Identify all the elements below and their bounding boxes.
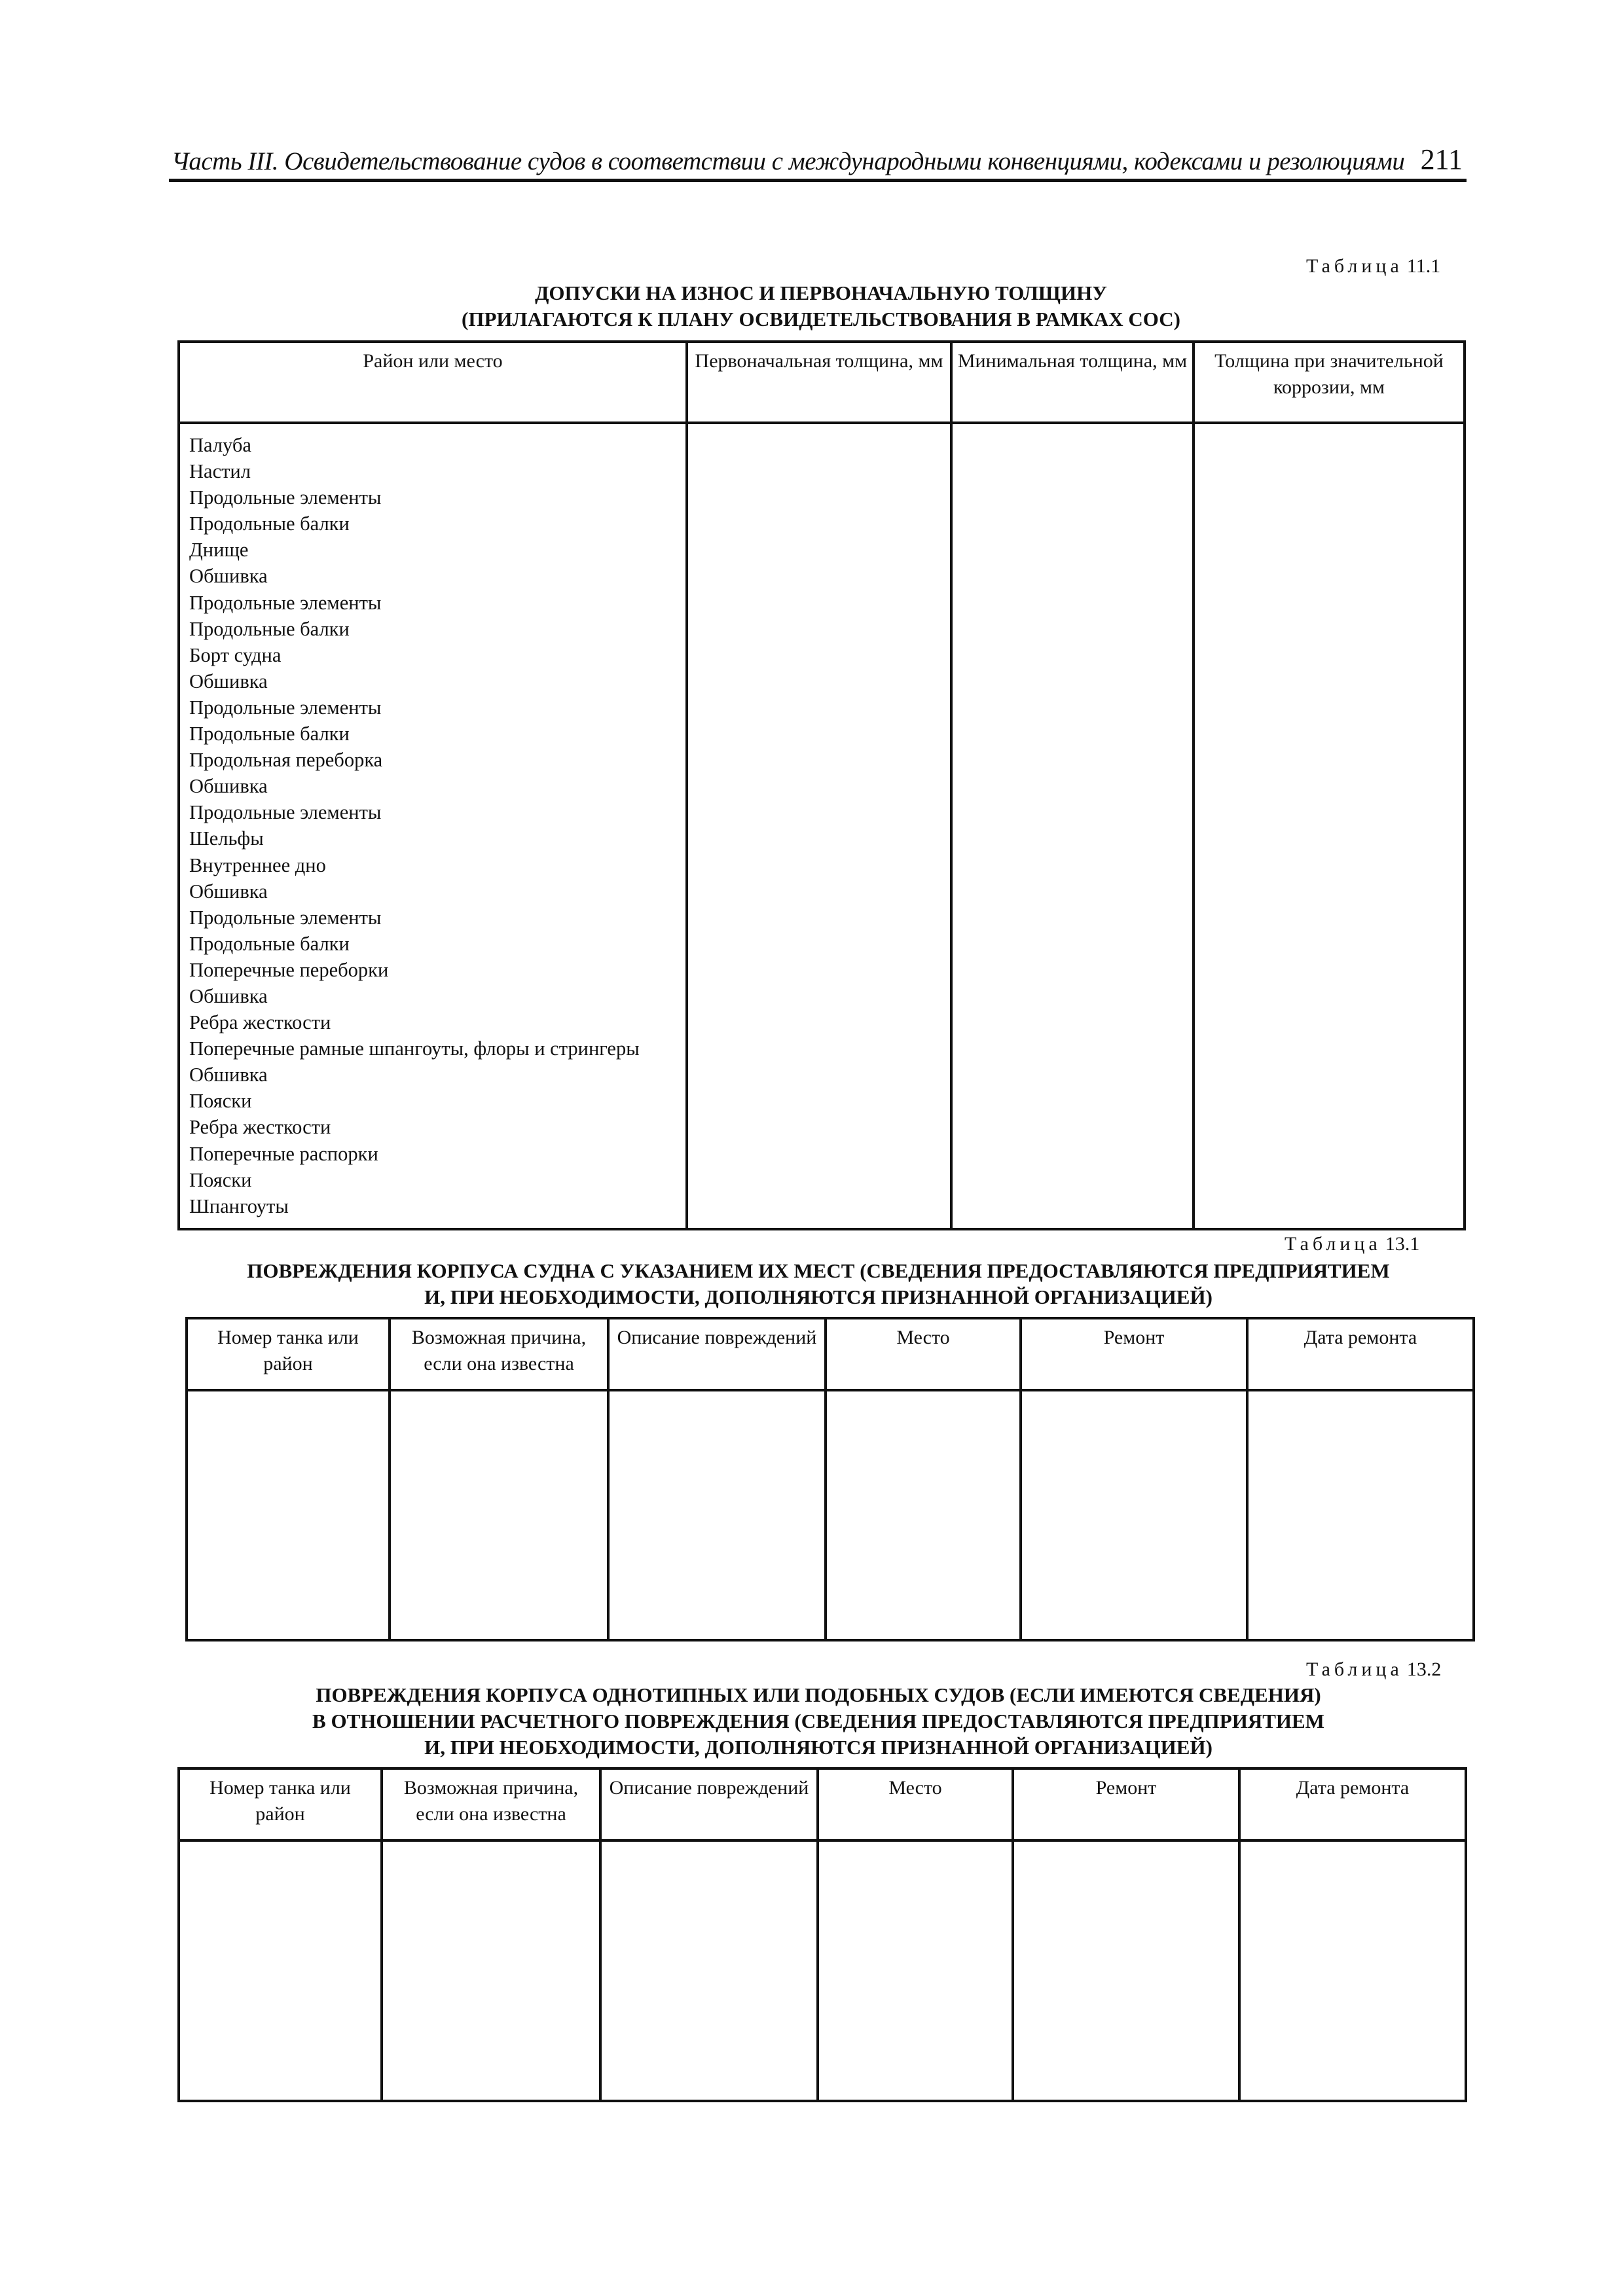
empty-cell [390, 1390, 608, 1640]
empty-cell [951, 423, 1194, 1229]
list-item: Поперечные рамные шпангоуты, флоры и стрингеры [189, 1037, 640, 1060]
empty-cell [382, 1840, 600, 2101]
list-item: Поперечные переборки [189, 958, 389, 981]
table-13-2-title-line-1: ПОВРЕЖДЕНИЯ КОРПУСА ОДНОТИПНЫХ ИЛИ ПОДОБНЫХ СУДОВ (ЕСЛИ ИМЕЮТСЯ СВЕДЕНИЯ) [316, 1683, 1321, 1706]
running-header [169, 143, 1467, 182]
empty-cell [818, 1840, 1013, 2101]
table-13-2-label: Таблица 13.2 [1306, 1659, 1442, 1680]
list-item: Обшивка [189, 565, 268, 588]
list-item: Продольные элементы [189, 906, 382, 929]
empty-cell [1194, 423, 1465, 1229]
list-item: Внутреннее дно [189, 853, 326, 876]
column-header: Возможная причина, если она известна [382, 1768, 600, 1840]
page-number: 211 [1420, 143, 1463, 175]
list-item: Пояски [189, 1090, 252, 1113]
list-item: Обшивка [189, 880, 268, 903]
empty-cell [1013, 1840, 1239, 2101]
column-header: Описание повреждений [608, 1318, 826, 1390]
column-header: Место [818, 1768, 1013, 1840]
list-item: Продольные элементы [189, 486, 382, 509]
column-header: Первоначальная толщина, мм [687, 342, 951, 423]
table-13-1 [185, 1317, 1475, 1641]
column-header: Ремонт [1013, 1768, 1239, 1840]
column-header: Место [826, 1318, 1021, 1390]
table-11-1-header-row [179, 342, 1465, 423]
list-item: Продольные элементы [189, 696, 382, 719]
list-item: Продольные элементы [189, 591, 382, 614]
empty-cell [1021, 1390, 1247, 1640]
list-item: Обшивка [189, 1064, 268, 1086]
list-item: Настил [189, 460, 251, 483]
table-13-2-title [131, 1682, 1506, 1761]
list-item: Продольные балки [189, 617, 350, 640]
column-header: Дата ремонта [1247, 1318, 1474, 1390]
column-header: Номер танка или район [179, 1768, 382, 1840]
column-header: Дата ремонта [1239, 1768, 1466, 1840]
list-item: Борт судна [189, 643, 282, 666]
list-item: Обшивка [189, 775, 268, 798]
empty-cell [179, 1840, 382, 2101]
list-item: Днище [189, 539, 249, 562]
list-item: Поперечные распорки [189, 1142, 378, 1165]
table-13-2-body-row [179, 1840, 1466, 2101]
list-item: Обшивка [189, 670, 268, 692]
list-item: Пояски [189, 1168, 252, 1191]
table-13-1-header-row [187, 1318, 1474, 1390]
table-13-1-title-line-1: ПОВРЕЖДЕНИЯ КОРПУСА СУДНА С УКАЗАНИЕМ ИХ МЕСТ (СВЕДЕНИЯ ПРЕДОСТАВЛЯЮТСЯ ПРЕДПРИЯТИЕМ [247, 1259, 1390, 1282]
column-header: Толщина при значительной коррозии, мм [1194, 342, 1465, 423]
list-item: Продольные балки [189, 512, 350, 535]
list-item: Продольные балки [189, 932, 350, 955]
list-item: Обшивка [189, 984, 268, 1007]
table-13-2 [177, 1767, 1467, 2102]
table-13-2-header-row [179, 1768, 1466, 1840]
table-13-2-title-line-2: В ОТНОШЕНИИ РАСЧЕТНОГО ПОВРЕЖДЕНИЯ (СВЕДЕНИЯ ПРЕДОСТАВЛЯЮТСЯ ПРЕДПРИЯТИЕМ [312, 1710, 1324, 1732]
running-title: Часть III. Освидетельствование судов в соответствии с международными конвенциями, кодексами и резолюциями [172, 147, 1405, 175]
empty-cell [826, 1390, 1021, 1640]
list-item: Ребра жесткости [189, 1011, 331, 1034]
empty-cell [600, 1840, 818, 2101]
list-item: Продольные элементы [189, 801, 382, 824]
column-header: Возможная причина, если она известна [390, 1318, 608, 1390]
empty-cell [608, 1390, 826, 1640]
list-item: Продольная переборка [189, 749, 383, 772]
column-header: Ремонт [1021, 1318, 1247, 1390]
table-11-1-label: Таблица 11.1 [1306, 255, 1441, 277]
table-11-1-title-line-1: ДОПУСКИ НА ИЗНОС И ПЕРВОНАЧАЛЬНУЮ ТОЛЩИНУ [535, 281, 1107, 304]
column-header: Описание повреждений [600, 1768, 818, 1840]
empty-cell [187, 1390, 390, 1640]
list-item: Шельфы [189, 827, 264, 850]
empty-cell [1247, 1390, 1474, 1640]
table-13-1-title-line-2: И, ПРИ НЕОБХОДИМОСТИ, ДОПОЛНЯЮТСЯ ПРИЗНАННОЙ ОРГАНИЗАЦИЕЙ) [424, 1285, 1213, 1308]
list-item: Палуба [189, 434, 251, 456]
table-13-1-title [131, 1258, 1506, 1310]
table-13-2-title-line-3: И, ПРИ НЕОБХОДИМОСТИ, ДОПОЛНЯЮТСЯ ПРИЗНАННОЙ ОРГАНИЗАЦИЕЙ) [424, 1736, 1213, 1759]
table-11-1-body-row [179, 423, 1465, 1229]
empty-cell [687, 423, 951, 1229]
table-11-1-title [179, 280, 1463, 332]
column-header: Минимальная толщина, мм [951, 342, 1194, 423]
table-11-1 [177, 340, 1466, 1230]
column-header: Район или место [179, 342, 687, 423]
list-item: Ребра жесткости [189, 1116, 331, 1139]
table-13-1-label: Таблица 13.1 [1285, 1233, 1420, 1255]
list-item: Продольные балки [189, 723, 350, 745]
empty-cell [1239, 1840, 1466, 2101]
column-header: Номер танка или район [187, 1318, 390, 1390]
list-item: Шпангоуты [189, 1194, 289, 1217]
table-11-1-location-list [179, 423, 687, 1229]
table-11-1-title-line-2: (ПРИЛАГАЮТСЯ К ПЛАНУ ОСВИДЕТЕЛЬСТВОВАНИЯ В РАМКАХ СОС) [462, 308, 1180, 331]
table-13-1-body-row [187, 1390, 1474, 1640]
